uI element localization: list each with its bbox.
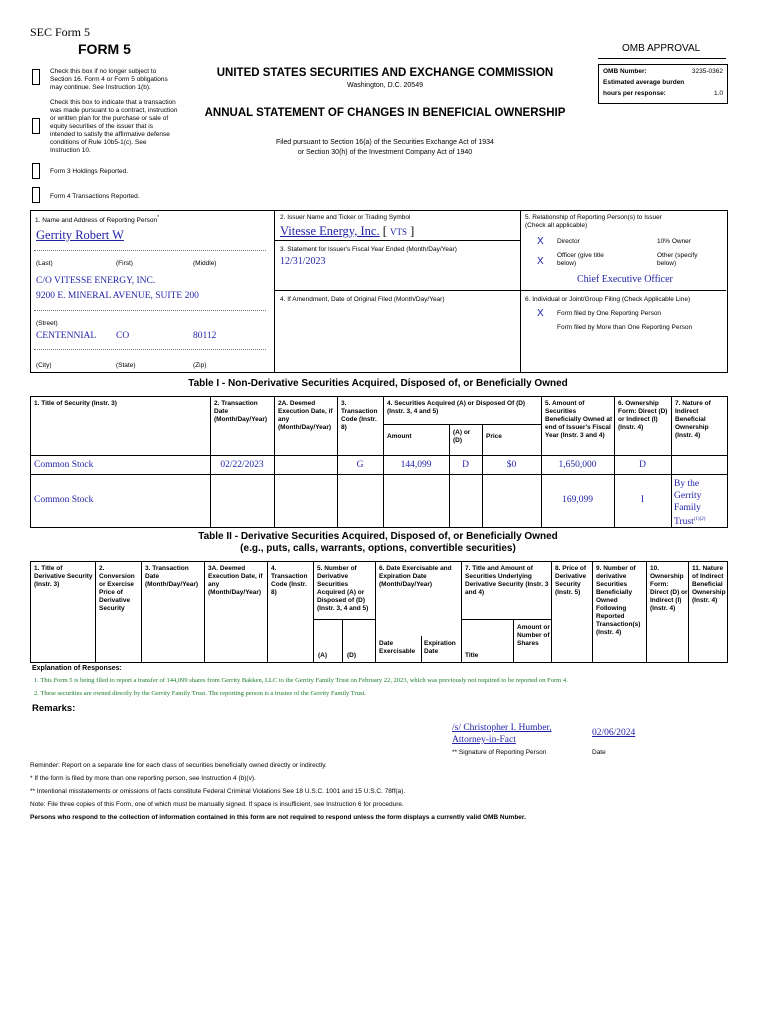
- address-line-1: C/O VITESSE ENERGY, INC.: [36, 276, 156, 286]
- zip-value: 80112: [193, 331, 217, 341]
- omb-box: [598, 64, 728, 104]
- director-label: Director: [557, 238, 580, 245]
- t1-r1-ad: D: [462, 460, 469, 470]
- t1-r1-title: Common Stock: [34, 460, 94, 470]
- form4-text: Form 4 Transactions Reported.: [50, 193, 140, 200]
- one-person-label: Form filed by One Reporting Person: [557, 310, 662, 317]
- first-label: (First): [116, 260, 133, 267]
- footer-misstatements: ** Intentional misstatements or omissions of facts constitute Federal Criminal Violations See 18 U.S.C. 1001 and 15 U.S.C. 78ff(a).: [30, 788, 406, 795]
- t2-col7-amount-header: Amount or Number of Shares: [517, 624, 550, 647]
- box4-label: 4. If Amendment, Date of Original Filed (Month/Day/Year): [280, 296, 445, 303]
- t1-r1-form: D: [639, 460, 646, 470]
- city-label: (City): [36, 362, 52, 369]
- t2-col5-d-header: (D): [347, 652, 357, 659]
- t1-r2-owned: 169,099: [562, 495, 593, 505]
- t1-r1-owned: 1,650,000: [558, 460, 597, 470]
- t1-r2-form: I: [640, 495, 645, 505]
- table1-title: Table I - Non-Derivative Securities Acquired, Disposed of, or Beneficially Owned: [188, 378, 568, 389]
- ten-pct-owner-label: 10% Owner: [657, 238, 691, 245]
- t2-col9-header: 9. Number of derivative Securities Beneficially Owned Following Reported Transaction(s) (Instr. 4): [596, 565, 641, 636]
- t2-col7-title-header: Title: [465, 652, 479, 659]
- t1-r1-date: 02/22/2023: [220, 460, 264, 470]
- t1-r2-title: Common Stock: [34, 495, 94, 505]
- omb-burden-label: Estimated average burden: [603, 79, 685, 86]
- zip-label: (Zip): [193, 362, 207, 369]
- officer-title: Chief Executive Officer: [577, 274, 673, 285]
- address-line-2: 9200 E. MINERAL AVENUE, SUITE 200: [36, 291, 199, 301]
- director-mark[interactable]: X: [537, 236, 544, 247]
- page-label: SEC Form 5: [30, 25, 91, 39]
- footer-reminder: Reminder: Report on a separate line for each class of securities beneficially owned directly or indirectly.: [30, 762, 327, 769]
- city-value: CENTENNIAL: [36, 331, 97, 341]
- form3-text: Form 3 Holdings Reported.: [50, 168, 129, 175]
- omb-number: 3235-0362: [691, 68, 723, 75]
- box1-label-text: 1. Name and Address of Reporting Person: [35, 217, 158, 225]
- ticker-open: [: [382, 224, 387, 238]
- no-longer-subject-text: Check this box if no longer subject to Section 16. Form 4 or Form 5 obligations may continue. See Instruction 1(b).: [50, 68, 168, 91]
- t2-col10-header: 10. Ownership Form: Direct (D) or Indirect (I) (Instr. 4): [650, 565, 688, 612]
- t1-r2-nature-text: By the Gerrity Family Trust: [674, 479, 702, 528]
- filed-line-1: Filed pursuant to Section 16(a) of the Securities Exchange Act of 1934: [276, 139, 494, 146]
- agency-location: Washington, D.C. 20549: [346, 82, 423, 89]
- signature-name: /s/ Christopher I. Humber,: [452, 723, 552, 733]
- middle-label: (Middle): [193, 260, 217, 267]
- t2-col3a-header: 3A. Deemed Execution Date, if any (Month/Day/Year): [208, 565, 263, 596]
- other-label: Other (specify below): [657, 252, 698, 267]
- explanation-2: 2. These securities are owned directly by the Gerrity Family Trust. The reporting person is a trustee of the Gerrity Family Trust.: [34, 690, 366, 697]
- t2-col5-a-header: (A): [318, 652, 328, 659]
- form-title: FORM 5: [78, 41, 131, 57]
- signature-title: Attorney-in-Fact: [452, 735, 516, 745]
- box5-label: [525, 214, 725, 230]
- date-label: Date: [592, 749, 606, 756]
- box1-label: [35, 214, 159, 225]
- rule-10b5-text: Check this box to indicate that a transaction was made pursuant to a contract, instruction or written plan for the purchase or sale of equity securities of the issuer that is intended to satisfy the affirmative defense conditions of Rule 10b5-1(c). See Instruction 10.: [50, 99, 178, 154]
- footer-omb-notice: Persons who respond to the collection of information contained in this form are not required to respond unless the form displays a currently valid OMB Number.: [30, 814, 526, 821]
- officer-mark[interactable]: X: [537, 256, 544, 267]
- footer-multi-person: * If the form is filed by more than one reporting person, see Instruction 4 (b)(v).: [30, 775, 256, 782]
- rule-10b5-checkbox[interactable]: [32, 118, 40, 134]
- t1-r1-code: G: [356, 460, 364, 470]
- t1-col4-header: 4. Securities Acquired (A) or Disposed Of (D) (Instr. 3, 4 and 5): [387, 400, 526, 415]
- remarks-label: Remarks:: [32, 703, 76, 714]
- explanation-1: 1. This Form 5 is being filed to report a transfer of 144,099 shares from Gerrity Bakken, LLC to the Gerrity Family Trust on February 22, 2023, which was previously not required to be reported on Form 4.: [34, 677, 568, 684]
- t1-col5-header: 5. Amount of Securities Beneficially Owned at end of Issuer's Fiscal Year (Instr. 3 and 4): [545, 400, 613, 439]
- t1-col4-price-header: Price: [486, 433, 502, 440]
- omb-number-label: OMB Number:: [603, 68, 647, 75]
- t2-col5-header: 5. Number of Derivative Securities Acquired (A) or Disposed of (D) (Instr. 3, 4 and 5): [317, 565, 369, 612]
- t1-col4-ad-header: (A) or (D): [453, 429, 471, 444]
- one-person-mark[interactable]: X: [537, 308, 544, 319]
- t1-col3-header: 3. Transaction Code (Instr. 8): [341, 400, 378, 431]
- t2-col1-header: 1. Title of Derivative Security (Instr. 3): [34, 565, 93, 588]
- t1-r2-nature: [674, 478, 724, 528]
- t2-col6-header: 6. Date Exercisable and Expiration Date (Month/Day/Year): [379, 565, 452, 588]
- t2-col11-header: 11. Nature of Indirect Beneficial Ownership (Instr. 4): [692, 565, 726, 604]
- t2-col6-exercisable-header: Date Exercisable: [379, 640, 416, 655]
- statement-title: ANNUAL STATEMENT OF CHANGES IN BENEFICIAL OWNERSHIP: [204, 107, 566, 119]
- t1-col7-header: 7. Nature of Indirect Beneficial Ownership (Instr. 4): [675, 400, 711, 439]
- t2-col8-header: 8. Price of Derivative Security (Instr. 5): [555, 565, 587, 596]
- box5-sublabel: (Check all applicable): [525, 222, 588, 229]
- box3-label: 3. Statement for Issuer's Fiscal Year Ended (Month/Day/Year): [280, 246, 457, 253]
- ticker-close: ]: [410, 224, 415, 238]
- issuer-name[interactable]: Vitesse Energy, Inc.: [280, 224, 380, 238]
- table2-subtitle: (e.g., puts, calls, warrants, options, convertible securities): [240, 543, 516, 554]
- state-label: (State): [116, 362, 136, 369]
- explanation-label: Explanation of Responses:: [32, 665, 122, 672]
- fiscal-year-end: 12/31/2023: [280, 256, 326, 267]
- box1-label-mark: *: [157, 215, 160, 221]
- t2-col2-header: 2. Conversion or Exercise Price of Derivative Security: [99, 565, 135, 612]
- table2-title: Table II - Derivative Securities Acquired, Disposed of, or Beneficially Owned: [198, 531, 558, 542]
- omb-hours-label: hours per response:: [603, 90, 666, 97]
- footer-note: Note: File three copies of this Form, one of which must be manually signed. If space is insufficient, see Instruction 6 for procedure.: [30, 801, 404, 808]
- reporting-person-name[interactable]: Gerrity Robert W: [36, 228, 124, 242]
- t1-r2-footnote: (1)(2): [693, 517, 706, 522]
- street-label: (Street): [36, 320, 58, 327]
- t1-col2a-header: 2A. Deemed Execution Date, if any (Month/Day/Year): [278, 400, 333, 431]
- signature-label: ** Signature of Reporting Person: [452, 749, 547, 756]
- t1-col1-header: 1. Title of Security (Instr. 3): [34, 400, 117, 407]
- filed-pursuant: [215, 138, 555, 158]
- signature-date: 02/06/2024: [592, 728, 636, 738]
- agency-name: UNITED STATES SECURITIES AND EXCHANGE COMMISSION: [216, 67, 554, 79]
- t2-col6-expiration-header: Expiration Date: [424, 640, 456, 655]
- signature-block: [452, 722, 552, 746]
- multi-person-label: Form filed by More than One Reporting Person: [557, 324, 693, 331]
- last-label: (Last): [36, 260, 53, 267]
- box5-label-text: 5. Relationship of Reporting Person(s) to Issuer: [525, 214, 662, 221]
- t1-col6-header: 6. Ownership Form: Direct (D) or Indirect (I) (Instr. 4): [618, 400, 668, 431]
- t2-col7-header: 7. Title and Amount of Securities Underlying Derivative Security (Instr. 3 and 4): [465, 565, 549, 596]
- box6-label: 6. Individual or Joint/Group Filing (Check Applicable Line): [525, 296, 691, 303]
- t1-col4-amount-header: Amount: [387, 433, 412, 440]
- state-value: CO: [116, 331, 130, 341]
- form3-checkbox[interactable]: [32, 163, 40, 179]
- table2-title-block: [30, 531, 726, 555]
- ticker-symbol: VTS: [390, 227, 408, 237]
- officer-label: Officer (give title below): [557, 252, 604, 267]
- omb-approval-heading: OMB APPROVAL: [622, 43, 701, 54]
- no-longer-subject-checkbox[interactable]: [32, 69, 40, 85]
- t1-r1-price: $0: [506, 460, 517, 470]
- issuer-line: [280, 224, 414, 239]
- t2-col4-header: 4. Transaction Code (Instr. 8): [271, 565, 308, 596]
- t2-col3-header: 3. Transaction Date (Month/Day/Year): [145, 565, 199, 588]
- t1-col2-header: 2. Transaction Date (Month/Day/Year): [214, 400, 268, 423]
- filed-line-2: or Section 30(h) of the Investment Company Act of 1940: [297, 149, 473, 156]
- box2-label: 2. Issuer Name and Ticker or Trading Symbol: [280, 214, 411, 221]
- form4-checkbox[interactable]: [32, 187, 40, 203]
- t1-r1-amount: 144,099: [400, 460, 432, 470]
- omb-hours: 1.0: [713, 90, 723, 97]
